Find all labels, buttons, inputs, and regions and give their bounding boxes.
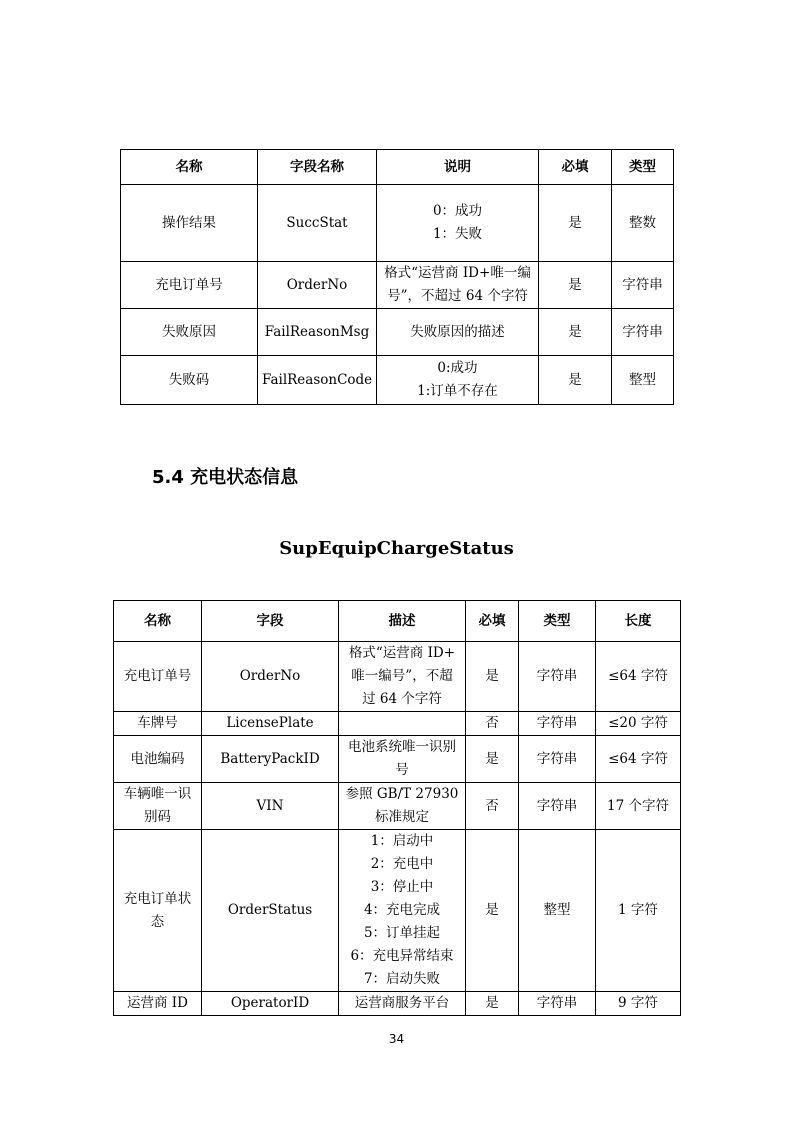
desc-line: 过 64 个字符 <box>362 691 442 707</box>
header-type: 类型 <box>612 150 674 185</box>
cell-type: 字符串 <box>519 736 596 783</box>
name-line: 运营商 ID <box>127 995 188 1011</box>
header-desc: 说明 <box>377 150 539 185</box>
cell-name <box>114 736 202 783</box>
table-row <box>114 830 681 992</box>
cell-desc <box>377 356 539 405</box>
table-row <box>121 185 674 262</box>
table-row <box>114 992 681 1016</box>
name-line: 车牌号 <box>137 715 178 731</box>
cell-desc <box>339 783 466 830</box>
result-table <box>120 149 674 405</box>
cell-length: ≤64 字符 <box>596 736 681 783</box>
table-row <box>114 736 681 783</box>
header-type: 类型 <box>519 601 596 642</box>
table-row <box>114 783 681 830</box>
desc-line: 唯一编号”，不超 <box>351 668 453 684</box>
cell-name <box>114 783 202 830</box>
desc-line: 电池系统唯一识别 <box>348 739 456 755</box>
cell-length: 9 字符 <box>596 992 681 1016</box>
cell-required: 是 <box>539 356 612 405</box>
cell-name: 失败原因 <box>121 309 258 356</box>
cell-length: 17 个字符 <box>596 783 681 830</box>
desc-line: 1：启动中 <box>370 833 434 849</box>
cell-name <box>114 642 202 712</box>
cell-field: BatteryPackID <box>202 736 339 783</box>
desc-line: 运营商服务平台 <box>354 995 450 1011</box>
cell-required: 否 <box>466 712 519 736</box>
section-heading: 5.4 充电状态信息 <box>152 467 299 488</box>
desc-line: 7：启动失败 <box>363 971 441 987</box>
desc-line: 格式“运营商 ID+ <box>348 645 456 661</box>
desc-line: 4：充电完成 <box>363 902 441 918</box>
cell-required: 是 <box>539 309 612 356</box>
desc-line: 失败原因的描述 <box>410 323 505 340</box>
desc-line: 1：失败 <box>432 226 483 242</box>
cell-type: 字符串 <box>519 712 596 736</box>
header-required: 必填 <box>539 150 612 185</box>
name-line: 车辆唯一识 <box>123 786 192 802</box>
cell-required: 是 <box>466 830 519 992</box>
cell-name <box>114 712 202 736</box>
cell-type: 字符串 <box>519 642 596 712</box>
cell-name <box>114 830 202 992</box>
cell-field: SuccStat <box>258 185 377 262</box>
cell-type: 字符串 <box>612 262 674 309</box>
name-line: 电池编码 <box>130 750 185 767</box>
cell-length: ≤64 字符 <box>596 642 681 712</box>
table-row <box>121 309 674 356</box>
name-line: 别码 <box>144 809 171 825</box>
cell-field: FailReasonCode <box>258 356 377 405</box>
cell-required: 否 <box>466 783 519 830</box>
cell-required: 是 <box>466 736 519 783</box>
desc-line: 号 <box>395 762 409 778</box>
charge-status-table <box>113 600 681 1016</box>
cell-type: 整型 <box>519 830 596 992</box>
desc-line: 0:成功 <box>437 360 478 376</box>
cell-field: FailReasonMsg <box>258 309 377 356</box>
desc-line: 3：停止中 <box>370 879 434 895</box>
cell-type: 字符串 <box>519 783 596 830</box>
page-number: 34 <box>388 1032 405 1046</box>
desc-line: 号”，不超过 64 个字符 <box>387 288 528 304</box>
cell-required: 是 <box>466 992 519 1016</box>
table-title: SupEquipChargeStatus <box>279 538 514 559</box>
desc-line: 参照 GB/T 27930 <box>345 786 459 802</box>
header-required: 必填 <box>466 601 519 642</box>
desc-line: 6：充电异常结束 <box>350 948 454 964</box>
cell-required: 是 <box>539 262 612 309</box>
cell-required: 是 <box>539 185 612 262</box>
name-line: 充电订单号 <box>123 668 192 684</box>
cell-name: 操作结果 <box>121 185 258 262</box>
desc-line: 标准规定 <box>375 809 429 825</box>
cell-desc <box>377 309 539 356</box>
cell-name: 失败码 <box>121 356 258 405</box>
cell-desc <box>339 642 466 712</box>
table-header-row <box>114 601 681 642</box>
header-length: 长度 <box>596 601 681 642</box>
cell-length: 1 字符 <box>596 830 681 992</box>
desc-line: 2：充电中 <box>370 856 434 872</box>
cell-field: OrderStatus <box>202 830 339 992</box>
header-name: 名称 <box>121 150 258 185</box>
table-header-row <box>121 150 674 185</box>
cell-type: 字符串 <box>612 309 674 356</box>
cell-field: LicensePlate <box>202 712 339 736</box>
table-row <box>114 712 681 736</box>
cell-desc <box>339 992 466 1016</box>
cell-type: 整数 <box>612 185 674 262</box>
cell-desc <box>377 185 539 262</box>
desc-line: 0：成功 <box>432 203 483 219</box>
header-field: 字段名称 <box>258 150 377 185</box>
cell-name: 充电订单号 <box>121 262 258 309</box>
desc-line: 格式“运营商 ID+唯一编 <box>384 265 531 281</box>
cell-field: OperatorID <box>202 992 339 1016</box>
cell-desc <box>339 736 466 783</box>
cell-name <box>114 992 202 1016</box>
cell-required: 是 <box>466 642 519 712</box>
desc-line: 1:订单不存在 <box>417 383 498 399</box>
cell-field: VIN <box>202 783 339 830</box>
desc-line: 5：订单挂起 <box>363 925 441 941</box>
cell-field: OrderNo <box>202 642 339 712</box>
table-row <box>114 642 681 712</box>
cell-field: OrderNo <box>258 262 377 309</box>
header-field: 字段 <box>202 601 339 642</box>
name-line: 充电订单状 <box>123 890 192 907</box>
name-line: 态 <box>150 913 165 930</box>
cell-type: 字符串 <box>519 992 596 1016</box>
cell-desc <box>377 262 539 309</box>
table-row <box>121 356 674 405</box>
header-name: 名称 <box>114 601 202 642</box>
cell-length: ≤20 字符 <box>596 712 681 736</box>
header-desc: 描述 <box>339 601 466 642</box>
cell-type: 整型 <box>612 356 674 405</box>
table-row <box>121 262 674 309</box>
cell-desc <box>339 830 466 992</box>
cell-desc <box>339 712 466 736</box>
